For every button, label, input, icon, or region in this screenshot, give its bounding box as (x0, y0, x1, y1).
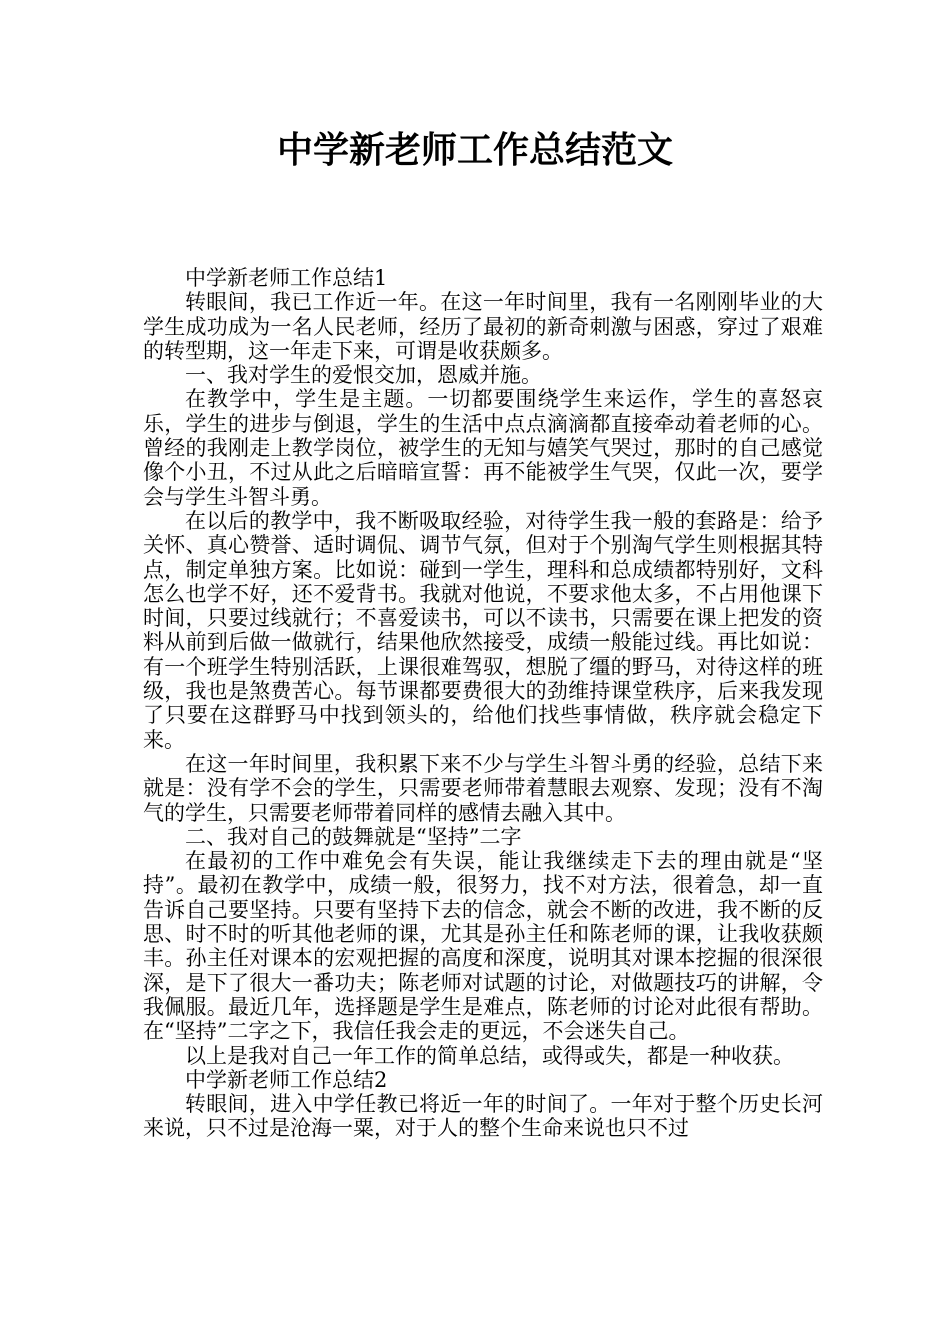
body-paragraph: 在教学中，学生是主题。一切都要围绕学生来运作，学生的喜怒哀乐，学生的进步与倒退，学生的生活中点点滴滴都直接牵动着老师的心。曾经的我刚走上教学岗位，被学生的无知与嬉笑气哭过，那时的自己感觉像个小丑，不过从此之后暗暗宣誓：再不能被学生气哭，仅此一次，要学会与学生斗智斗勇。 (143, 387, 823, 509)
section-heading: 一、我对学生的爱恨交加，恩威并施。 (185, 363, 542, 388)
section-heading: 中学新老师工作总结1 (185, 266, 388, 290)
document-body (143, 266, 823, 1141)
body-paragraph: 在以后的教学中，我不断吸取经验，对待学生我一般的套路是：给予关怀、真心赞誉、适时调侃、调节气氛，但对于个别淘气学生则根据其特点，制定单独方案。比如说：碰到一学生，理科和总成绩都特别好，文科怎么也学不好，还不爱背书。我就对他说，不要求他太多，不占用他课下时间，只要过线就行；不喜爱读书，可以不读书，只需要在课上把发的资料从前到后做一做就行，结果他欣然接受，成绩一般能过线。再比如说：有一个班学生特别活跃，上课很难驾驭，想脱了缰的野马，对待这样的班级，我也是煞费苦心。每节课都要费很大的劲维持课堂秩序，后来我发现了只要在这群野马中找到领头的，给他们找些事情做，秩序就会稳定下来。 (143, 508, 823, 752)
section-heading: 中学新老师工作总结2 (185, 1067, 388, 1092)
body-paragraph: 以上是我对自己一年工作的简单总结，或得或失，都是一种收获。 (185, 1043, 794, 1068)
body-paragraph: 在这一年时间里，我积累下来不少与学生斗智斗勇的经验，总结下来就是：没有学不会的学生，只需要老师带着慧眼去观察、发现；没有不淘气的学生，只需要老师带着同样的感情去融入其中。 (143, 751, 823, 825)
document-title: 中学新老师工作总结范文 (276, 130, 673, 171)
body-paragraph: 在最初的工作中难免会有失误，能让我继续走下去的理由就是“坚持”。最初在教学中，成绩一般，很努力，找不对方法，很着急，却一直告诉自己要坚持。只要有坚持下去的信念，就会不断的改进，我不断的反思、时不时的听其他老师的课，尤其是孙主任和陈老师的课，让我收获颇丰。孙主任对课本的宏观把握的高度和深度，说明其对课本挖掘的很深很深，是下了很大一番功夫；陈老师对试题的讨论，对做题技巧的讲解，令我佩服。最近几年，选择题是学生是难点，陈老师的讨论对此很有帮助。在“坚持”二字之下，我信任我会走的更远，不会迷失自己。 (143, 849, 823, 1044)
body-paragraph: 转眼间，进入中学任教已将近一年的时间了。一年对于整个历史长河来说，只不过是沧海一粟，对于人的整个生命来说也只不过 (143, 1092, 823, 1141)
body-paragraph: 转眼间，我已工作近一年。在这一年时间里，我有一名刚刚毕业的大学生成功成为一名人民老师，经历了最初的新奇刺激与困惑，穿过了艰难的转型期，这一年走下来，可谓是收获颇多。 (143, 290, 823, 363)
section-heading: 二、我对自己的鼓舞就是“坚持”二字 (185, 824, 522, 849)
